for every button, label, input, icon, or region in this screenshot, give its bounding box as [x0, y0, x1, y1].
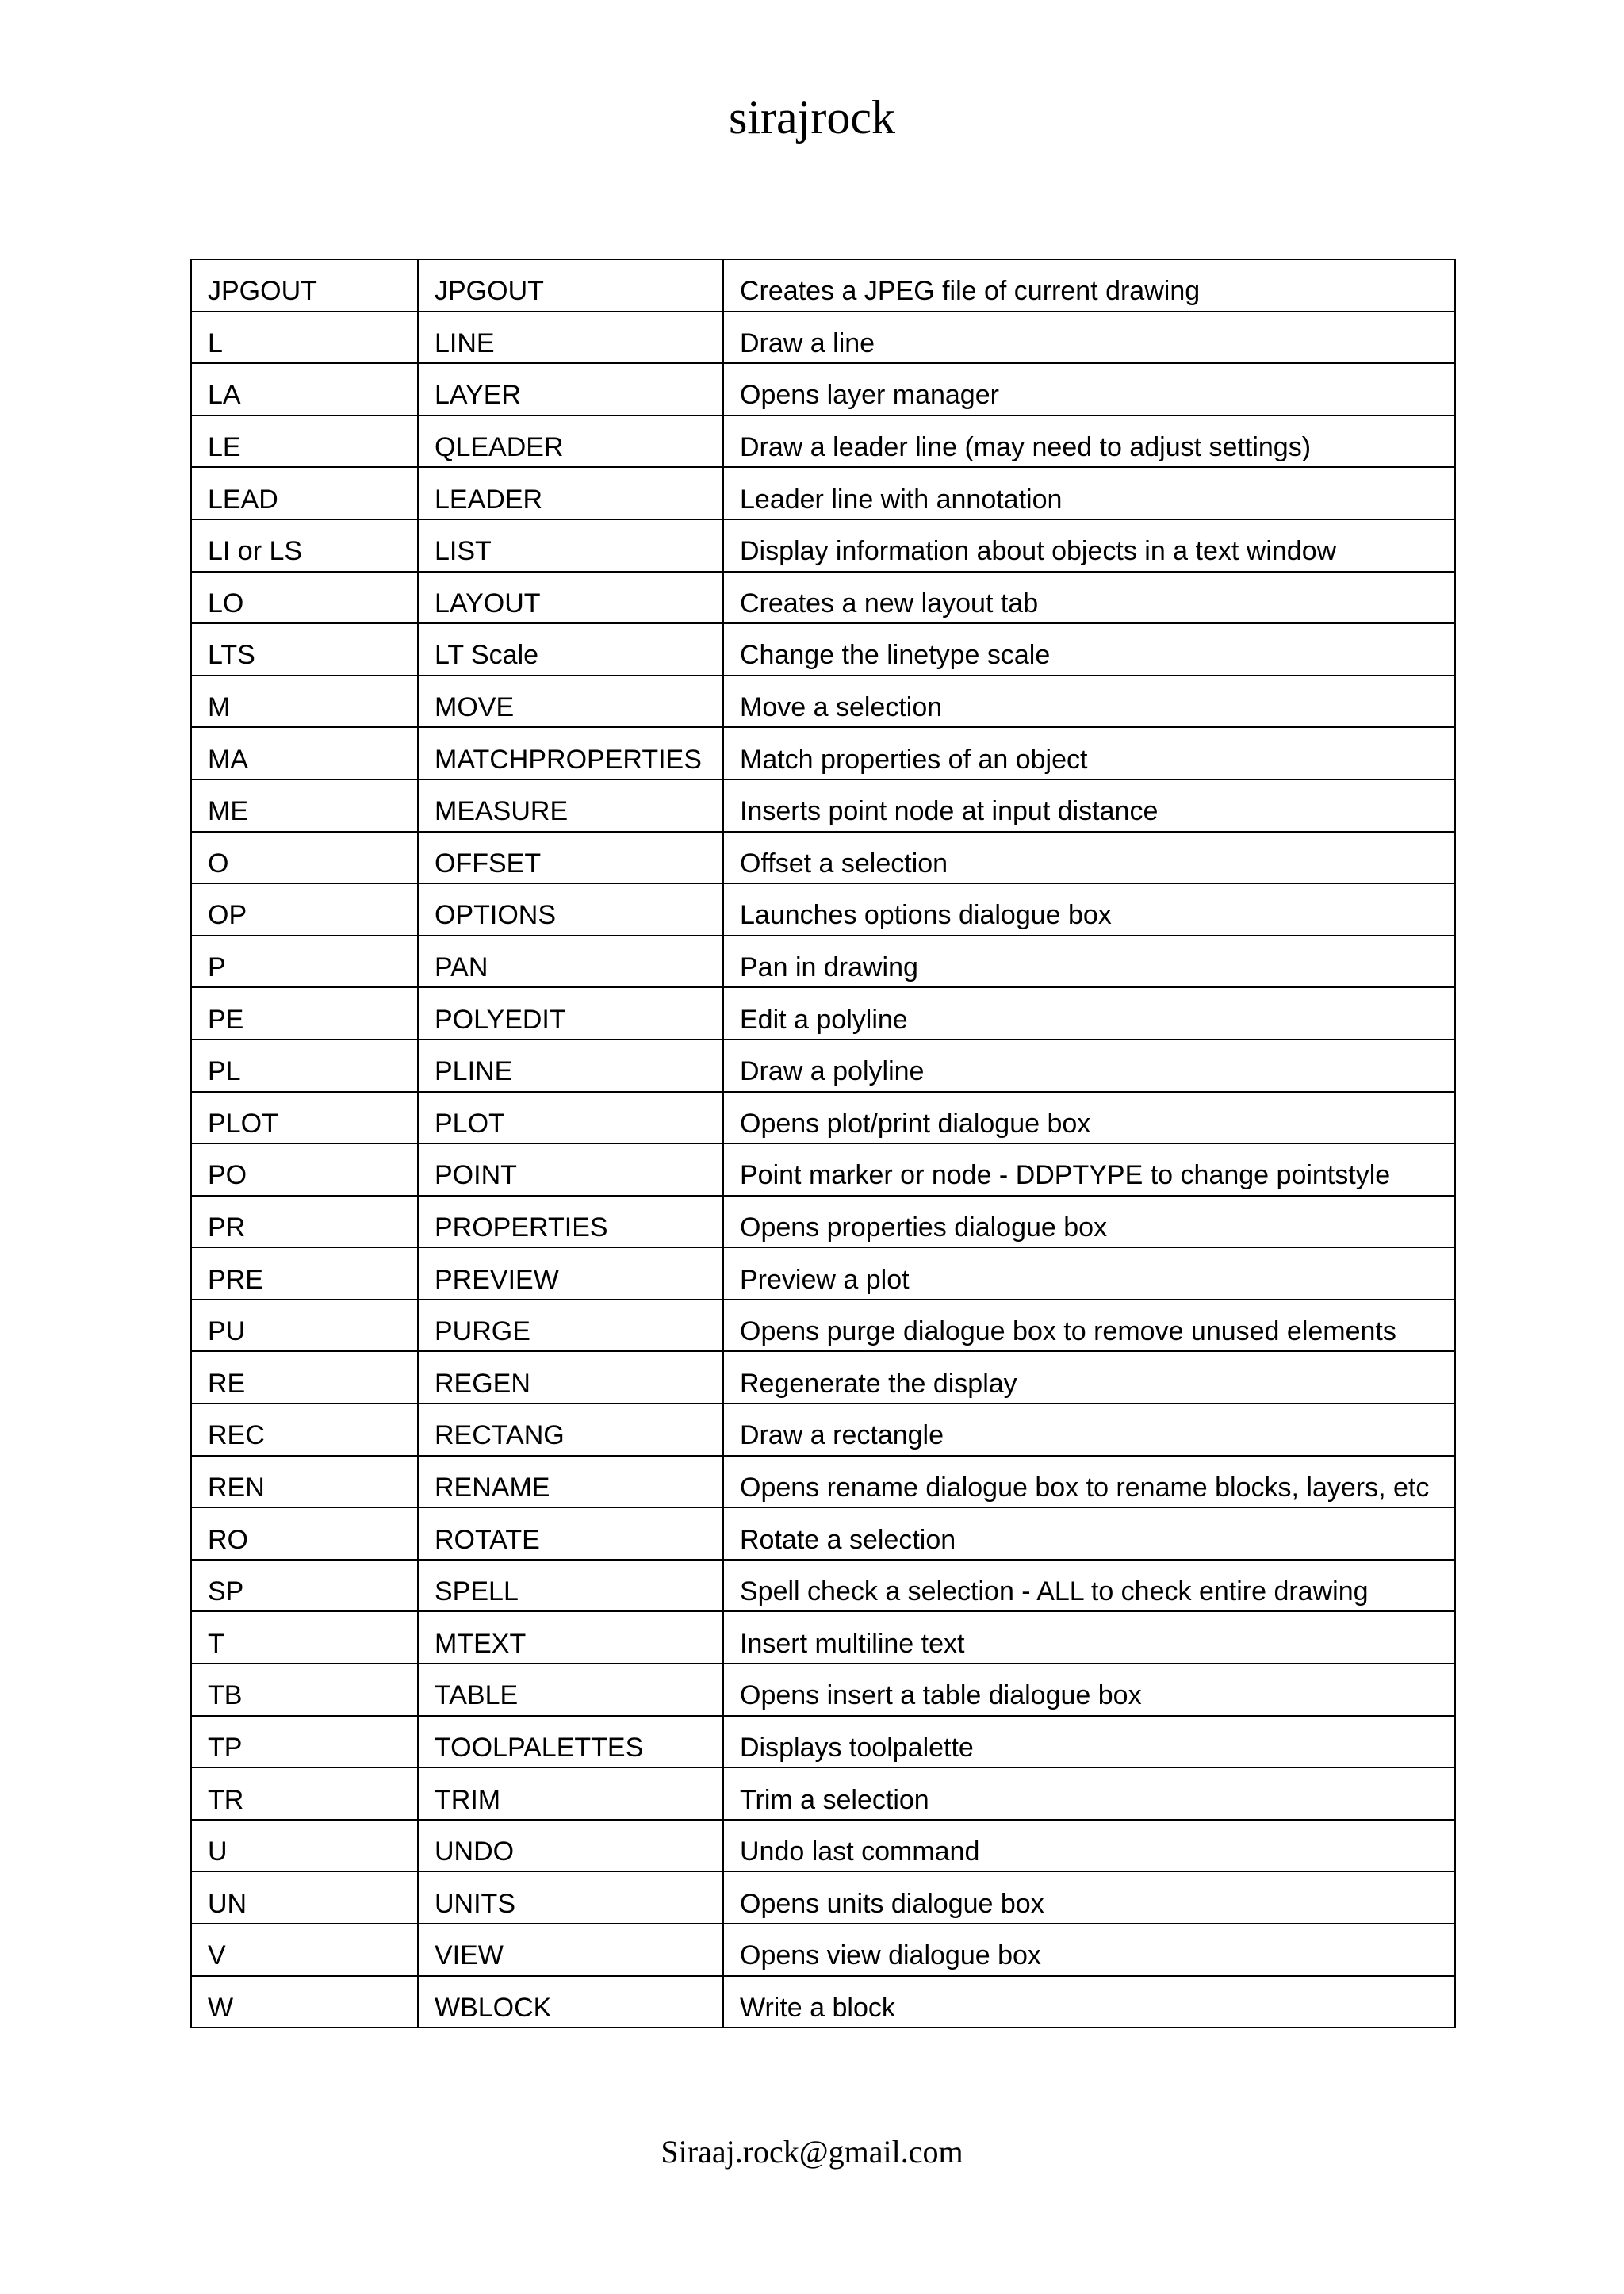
table-row	[191, 936, 1455, 988]
description-cell: Inserts point node at input distance	[723, 779, 1455, 832]
shortcut-cell: V	[191, 1924, 418, 1976]
table-row	[191, 1924, 1455, 1976]
table-row	[191, 572, 1455, 624]
description-cell: Write a block	[723, 1976, 1455, 2028]
page-title: sirajrock	[729, 91, 895, 144]
shortcut-cell: L	[191, 312, 418, 364]
description-cell: Insert multiline text	[723, 1611, 1455, 1664]
description-cell: Opens rename dialogue box to rename blocks, layers, etc	[723, 1456, 1455, 1508]
description-cell: Opens plot/print dialogue box	[723, 1092, 1455, 1144]
description-cell: Opens purge dialogue box to remove unused elements	[723, 1300, 1455, 1352]
shortcut-cell: PR	[191, 1196, 418, 1248]
table-row	[191, 1664, 1455, 1716]
shortcut-cell: P	[191, 936, 418, 988]
shortcut-cell: TP	[191, 1716, 418, 1768]
command-cell: MOVE	[418, 676, 723, 728]
description-cell: Trim a selection	[723, 1767, 1455, 1820]
command-cell: MEASURE	[418, 779, 723, 832]
command-cell: PLINE	[418, 1040, 723, 1092]
command-cell: LAYER	[418, 363, 723, 416]
shortcut-cell: PE	[191, 987, 418, 1040]
shortcut-cell: LA	[191, 363, 418, 416]
table-row	[191, 312, 1455, 364]
shortcut-cell: TB	[191, 1664, 418, 1716]
table-row	[191, 779, 1455, 832]
description-cell: Creates a new layout tab	[723, 572, 1455, 624]
shortcut-cell: RO	[191, 1507, 418, 1560]
shortcut-cell: OP	[191, 883, 418, 936]
table-row	[191, 1560, 1455, 1612]
table-row	[191, 1976, 1455, 2028]
description-cell: Draw a leader line (may need to adjust settings)	[723, 416, 1455, 468]
command-cell: LEADER	[418, 467, 723, 519]
description-cell: Change the linetype scale	[723, 623, 1455, 676]
shortcut-cell: LTS	[191, 623, 418, 676]
command-cell: TRIM	[418, 1767, 723, 1820]
table-row	[191, 676, 1455, 728]
shortcut-cell: JPGOUT	[191, 259, 418, 312]
description-cell: Rotate a selection	[723, 1507, 1455, 1560]
command-cell: REGEN	[418, 1351, 723, 1404]
table-row	[191, 519, 1455, 572]
shortcut-cell: U	[191, 1820, 418, 1872]
description-cell: Creates a JPEG file of current drawing	[723, 259, 1455, 312]
description-cell: Point marker or node - DDPTYPE to change pointstyle	[723, 1143, 1455, 1196]
description-cell: Regenerate the display	[723, 1351, 1455, 1404]
table-row	[191, 1040, 1455, 1092]
command-cell: SPELL	[418, 1560, 723, 1612]
shortcut-cell: MA	[191, 727, 418, 779]
table-row	[191, 363, 1455, 416]
command-cell: UNDO	[418, 1820, 723, 1872]
command-cell: MATCHPROPERTIES	[418, 727, 723, 779]
table-row	[191, 1092, 1455, 1144]
table-row	[191, 832, 1455, 884]
description-cell: Offset a selection	[723, 832, 1455, 884]
shortcut-cell: ME	[191, 779, 418, 832]
table-row	[191, 1456, 1455, 1508]
description-cell: Draw a line	[723, 312, 1455, 364]
shortcut-cell: O	[191, 832, 418, 884]
shortcut-cell: W	[191, 1976, 418, 2028]
description-cell: Launches options dialogue box	[723, 883, 1455, 936]
shortcut-cell: LEAD	[191, 467, 418, 519]
shortcut-cell: RE	[191, 1351, 418, 1404]
shortcut-cell: PO	[191, 1143, 418, 1196]
command-cell: LT Scale	[418, 623, 723, 676]
footer-email: Siraaj.rock@gmail.com	[661, 2134, 963, 2170]
description-cell: Draw a rectangle	[723, 1404, 1455, 1456]
table-body	[191, 259, 1455, 2028]
table-row	[191, 1767, 1455, 1820]
command-cell: UNITS	[418, 1871, 723, 1924]
command-cell: POLYEDIT	[418, 987, 723, 1040]
description-cell: Opens insert a table dialogue box	[723, 1664, 1455, 1716]
command-cell: MTEXT	[418, 1611, 723, 1664]
table-row	[191, 883, 1455, 936]
description-cell: Opens view dialogue box	[723, 1924, 1455, 1976]
shortcut-cell: M	[191, 676, 418, 728]
description-cell: Move a selection	[723, 676, 1455, 728]
description-cell: Spell check a selection - ALL to check entire drawing	[723, 1560, 1455, 1612]
table-row	[191, 259, 1455, 312]
shortcut-cell: UN	[191, 1871, 418, 1924]
description-cell: Undo last command	[723, 1820, 1455, 1872]
description-cell: Draw a polyline	[723, 1040, 1455, 1092]
command-cell: QLEADER	[418, 416, 723, 468]
shortcut-table	[190, 259, 1456, 2028]
description-cell: Opens properties dialogue box	[723, 1196, 1455, 1248]
command-cell: POINT	[418, 1143, 723, 1196]
description-cell: Leader line with annotation	[723, 467, 1455, 519]
command-cell: OPTIONS	[418, 883, 723, 936]
command-cell: LINE	[418, 312, 723, 364]
command-cell: VIEW	[418, 1924, 723, 1976]
command-cell: PREVIEW	[418, 1247, 723, 1300]
table-row	[191, 987, 1455, 1040]
table-row	[191, 1507, 1455, 1560]
shortcut-cell: LO	[191, 572, 418, 624]
description-cell: Displays toolpalette	[723, 1716, 1455, 1768]
table-row	[191, 1404, 1455, 1456]
command-cell: WBLOCK	[418, 1976, 723, 2028]
command-cell: RENAME	[418, 1456, 723, 1508]
command-cell: OFFSET	[418, 832, 723, 884]
shortcut-cell: PL	[191, 1040, 418, 1092]
command-cell: PURGE	[418, 1300, 723, 1352]
table-row	[191, 1143, 1455, 1196]
description-cell: Edit a polyline	[723, 987, 1455, 1040]
command-cell: TABLE	[418, 1664, 723, 1716]
shortcut-cell: LI or LS	[191, 519, 418, 572]
shortcut-cell: REC	[191, 1404, 418, 1456]
command-cell: LAYOUT	[418, 572, 723, 624]
table-row	[191, 1196, 1455, 1248]
shortcut-cell: PU	[191, 1300, 418, 1352]
description-cell: Opens layer manager	[723, 363, 1455, 416]
command-cell: JPGOUT	[418, 259, 723, 312]
table-row	[191, 727, 1455, 779]
shortcut-cell: SP	[191, 1560, 418, 1612]
description-cell: Preview a plot	[723, 1247, 1455, 1300]
table-row	[191, 623, 1455, 676]
table-row	[191, 416, 1455, 468]
table-row	[191, 1871, 1455, 1924]
table-row	[191, 1716, 1455, 1768]
shortcut-cell: T	[191, 1611, 418, 1664]
table-row	[191, 1611, 1455, 1664]
description-cell: Opens units dialogue box	[723, 1871, 1455, 1924]
table-row	[191, 467, 1455, 519]
shortcut-cell: REN	[191, 1456, 418, 1508]
table-row	[191, 1351, 1455, 1404]
command-cell: LIST	[418, 519, 723, 572]
command-cell: ROTATE	[418, 1507, 723, 1560]
command-cell: TOOLPALETTES	[418, 1716, 723, 1768]
command-cell: PAN	[418, 936, 723, 988]
shortcut-cell: TR	[191, 1767, 418, 1820]
command-cell: PROPERTIES	[418, 1196, 723, 1248]
shortcut-cell: PRE	[191, 1247, 418, 1300]
shortcut-cell: LE	[191, 416, 418, 468]
table-row	[191, 1300, 1455, 1352]
command-cell: PLOT	[418, 1092, 723, 1144]
table-row	[191, 1820, 1455, 1872]
command-cell: RECTANG	[418, 1404, 723, 1456]
description-cell: Pan in drawing	[723, 936, 1455, 988]
description-cell: Display information about objects in a text window	[723, 519, 1455, 572]
description-cell: Match properties of an object	[723, 727, 1455, 779]
table-row	[191, 1247, 1455, 1300]
shortcut-cell: PLOT	[191, 1092, 418, 1144]
